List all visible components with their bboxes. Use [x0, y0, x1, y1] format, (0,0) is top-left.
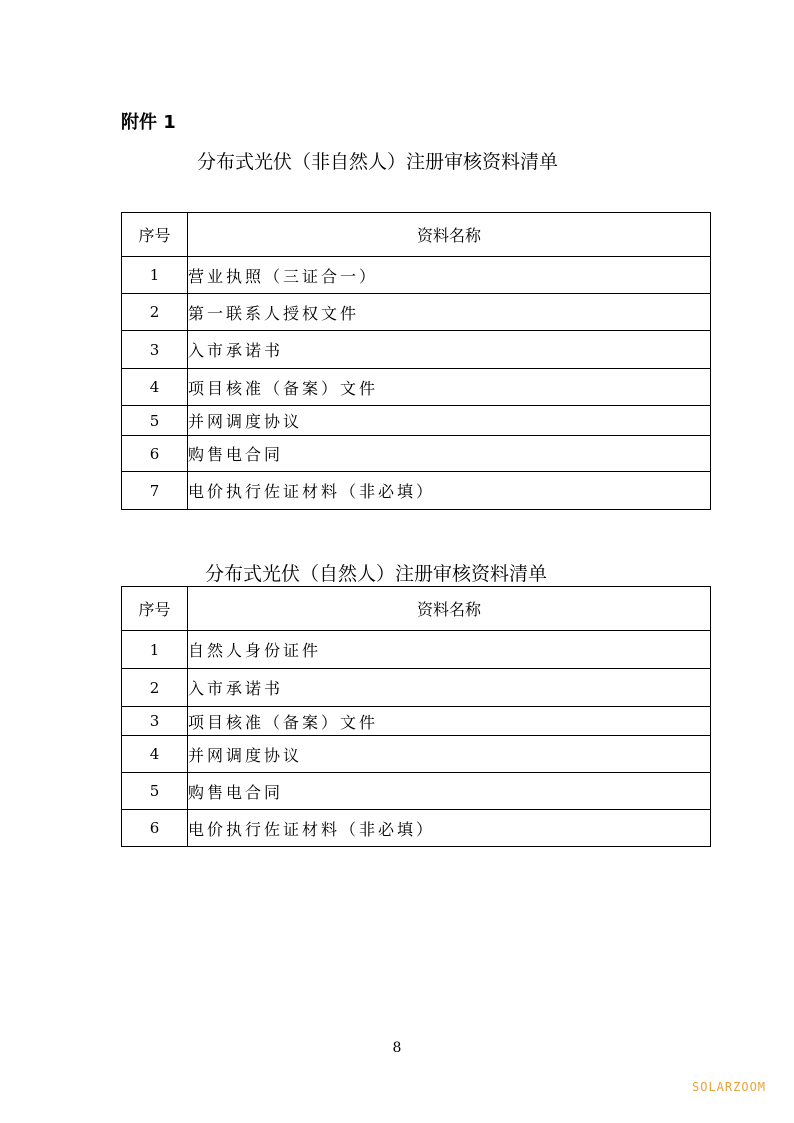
row-index: 4: [122, 736, 188, 773]
row-index: 1: [122, 631, 188, 669]
row-name: 项目核准（备案）文件: [188, 707, 711, 736]
row-index: 2: [122, 669, 188, 707]
header-name: 资料名称: [188, 587, 711, 631]
natural-person-document-table: [121, 586, 711, 847]
table2-title: 分布式光伏（自然人）注册审核资料清单: [205, 563, 548, 585]
row-index: 1: [122, 257, 188, 294]
table-row: [122, 472, 711, 510]
table-row: [122, 810, 711, 847]
row-index: 4: [122, 369, 188, 406]
row-index: 3: [122, 331, 188, 369]
row-name: 营业执照（三证合一）: [188, 257, 711, 294]
header-index: 序号: [122, 213, 188, 257]
row-index: 2: [122, 294, 188, 331]
table-row: [122, 436, 711, 472]
row-index: 7: [122, 472, 188, 510]
row-name: 购售电合同: [188, 773, 711, 810]
table-row: [122, 331, 711, 369]
table-row: [122, 257, 711, 294]
row-name: 购售电合同: [188, 436, 711, 472]
row-name: 自然人身份证件: [188, 631, 711, 669]
row-name: 入市承诺书: [188, 669, 711, 707]
row-index: 3: [122, 707, 188, 736]
table-row: [122, 707, 711, 736]
table-row: [122, 294, 711, 331]
row-index: 6: [122, 436, 188, 472]
row-name: 入市承诺书: [188, 331, 711, 369]
page-number: 8: [392, 1040, 402, 1056]
row-index: 5: [122, 773, 188, 810]
table-row: [122, 773, 711, 810]
table-header-row: [122, 587, 711, 631]
table-row: [122, 369, 711, 406]
table-row: [122, 736, 711, 773]
row-name: 第一联系人授权文件: [188, 294, 711, 331]
table-row: [122, 669, 711, 707]
header-index: 序号: [122, 587, 188, 631]
table1-title: 分布式光伏（非自然人）注册审核资料清单: [197, 151, 559, 173]
header-name: 资料名称: [188, 213, 711, 257]
attachment-label: 附件 1: [121, 112, 176, 133]
table-row: [122, 406, 711, 436]
row-name: 并网调度协议: [188, 406, 711, 436]
non-natural-person-document-table: [121, 212, 711, 510]
watermark: SOLARZOOM: [692, 1080, 767, 1094]
row-name: 项目核准（备案）文件: [188, 369, 711, 406]
row-index: 6: [122, 810, 188, 847]
row-name: 并网调度协议: [188, 736, 711, 773]
row-name: 电价执行佐证材料（非必填）: [188, 810, 711, 847]
row-name: 电价执行佐证材料（非必填）: [188, 472, 711, 510]
row-index: 5: [122, 406, 188, 436]
table-header-row: [122, 213, 711, 257]
table-row: [122, 631, 711, 669]
